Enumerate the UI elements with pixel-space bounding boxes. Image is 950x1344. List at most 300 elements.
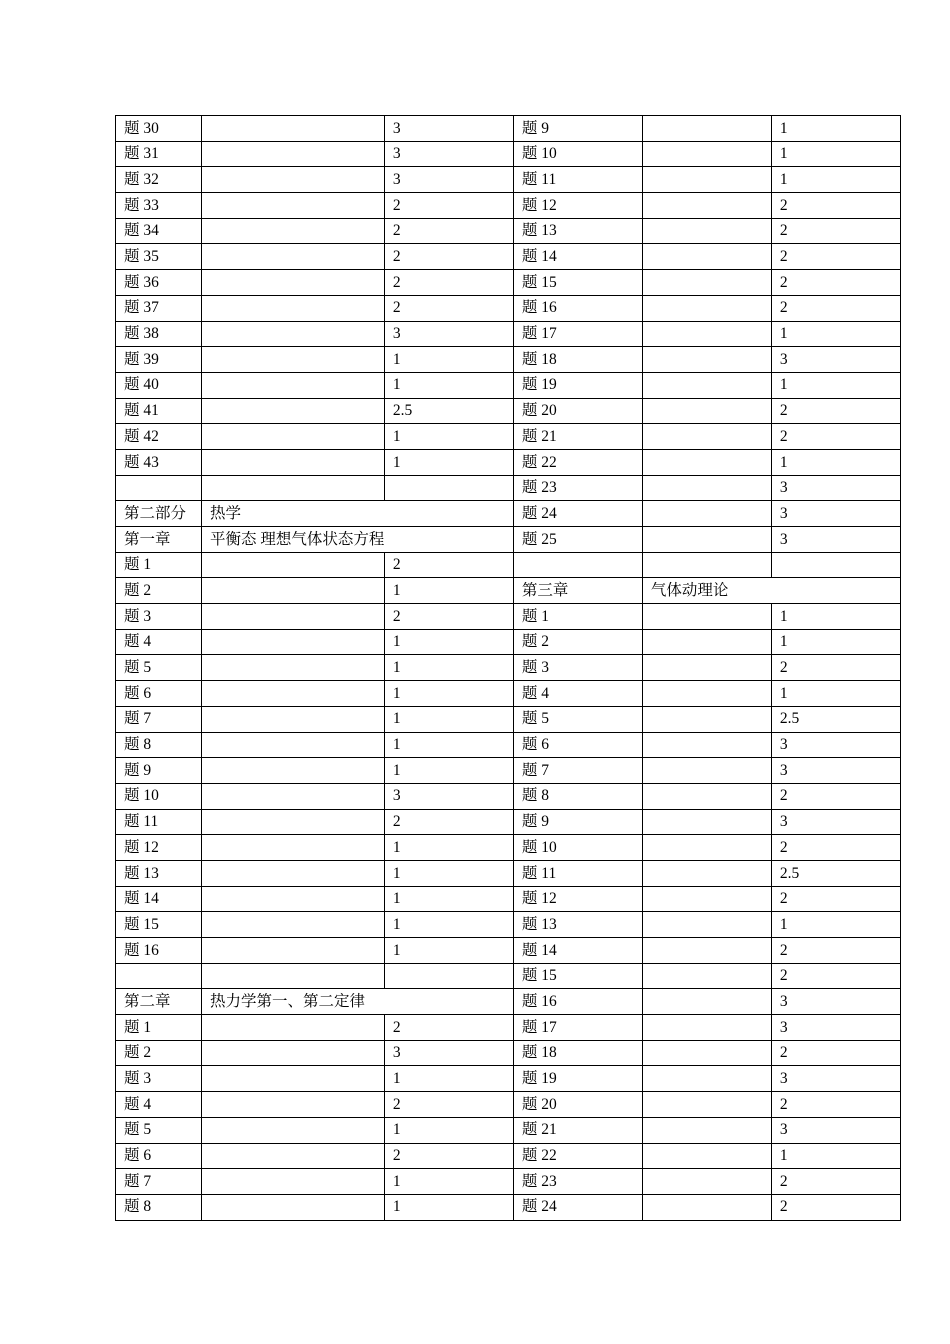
- table-row: [116, 783, 901, 809]
- table-cell: [202, 938, 385, 964]
- table-cell: 第三章: [513, 578, 642, 604]
- table-cell: [642, 527, 771, 553]
- table-cell: [642, 886, 771, 912]
- table-cell: 题 21: [513, 1117, 642, 1143]
- table-cell: 题 40: [116, 372, 202, 398]
- table-cell: [642, 1117, 771, 1143]
- table-cell: [642, 604, 771, 630]
- table-cell: [202, 1143, 385, 1169]
- table-cell: 3: [771, 1066, 900, 1092]
- table-cell: 1: [771, 912, 900, 938]
- table-cell: 题 23: [513, 475, 642, 501]
- table-row: [116, 578, 901, 604]
- table-cell: 题 17: [513, 1015, 642, 1041]
- table-cell: [642, 912, 771, 938]
- table-cell: 题 15: [116, 912, 202, 938]
- table-row: [116, 758, 901, 784]
- table-cell: 题 23: [513, 1169, 642, 1195]
- table-cell: [642, 681, 771, 707]
- table-cell: 1: [771, 629, 900, 655]
- table-cell: 3: [771, 347, 900, 373]
- table-cell: 题 31: [116, 141, 202, 167]
- table-row: [116, 860, 901, 886]
- table-cell: [384, 989, 513, 1015]
- table-cell: 题 19: [513, 1066, 642, 1092]
- table-cell: [642, 732, 771, 758]
- table-cell: [202, 347, 385, 373]
- score-table-body: [116, 116, 901, 1221]
- table-cell: 题 7: [116, 706, 202, 732]
- table-row: [116, 501, 901, 527]
- table-cell: 题 13: [513, 912, 642, 938]
- table-row: [116, 270, 901, 296]
- score-table: [115, 115, 901, 1221]
- table-row: [116, 629, 901, 655]
- table-cell: 题 12: [513, 886, 642, 912]
- table-cell: [384, 963, 513, 989]
- table-cell: 题 36: [116, 270, 202, 296]
- table-cell: 2: [771, 193, 900, 219]
- table-cell: 题 5: [513, 706, 642, 732]
- table-cell: [642, 372, 771, 398]
- table-cell: 题 11: [116, 809, 202, 835]
- table-cell: 题 6: [116, 681, 202, 707]
- table-cell: 1: [384, 681, 513, 707]
- table-cell: 1: [384, 758, 513, 784]
- table-cell: [642, 860, 771, 886]
- table-cell: 题 18: [513, 1040, 642, 1066]
- table-cell: [202, 835, 385, 861]
- table-cell: 3: [771, 732, 900, 758]
- table-cell: [642, 758, 771, 784]
- table-cell: 1: [771, 449, 900, 475]
- table-cell: 题 9: [116, 758, 202, 784]
- table-cell: [642, 1066, 771, 1092]
- table-cell: 1: [771, 372, 900, 398]
- table-cell: 2: [771, 1092, 900, 1118]
- table-cell: 1: [771, 604, 900, 630]
- table-row: [116, 1092, 901, 1118]
- table-cell: 题 9: [513, 116, 642, 142]
- table-cell: [771, 578, 900, 604]
- table-cell: 1: [384, 938, 513, 964]
- table-cell: 题 12: [513, 193, 642, 219]
- table-cell: 题 30: [116, 116, 202, 142]
- table-cell: [202, 1066, 385, 1092]
- table-cell: 题 34: [116, 218, 202, 244]
- table-cell: [202, 655, 385, 681]
- table-cell: 1: [384, 629, 513, 655]
- table-row: [116, 604, 901, 630]
- table-cell: 3: [771, 1015, 900, 1041]
- table-cell: [642, 629, 771, 655]
- table-cell: 2: [384, 270, 513, 296]
- table-cell: 题 10: [513, 835, 642, 861]
- table-cell: [642, 1194, 771, 1220]
- table-cell: 题 3: [116, 604, 202, 630]
- table-cell: [202, 963, 385, 989]
- table-cell: 题 6: [116, 1143, 202, 1169]
- table-cell: [384, 475, 513, 501]
- table-cell: 2: [384, 1092, 513, 1118]
- table-cell: [642, 989, 771, 1015]
- table-cell: 2: [771, 424, 900, 450]
- table-cell: 1: [384, 886, 513, 912]
- table-cell: 题 11: [513, 167, 642, 193]
- table-cell: [202, 1117, 385, 1143]
- table-cell: 第一章: [116, 527, 202, 553]
- table-cell: 2: [771, 783, 900, 809]
- table-cell: 热力学第一、第二定律: [202, 989, 385, 1015]
- table-cell: 题 4: [116, 629, 202, 655]
- table-cell: 题 37: [116, 295, 202, 321]
- table-cell: [642, 552, 771, 578]
- table-cell: 1: [771, 681, 900, 707]
- table-cell: [642, 167, 771, 193]
- table-cell: 2: [771, 938, 900, 964]
- table-row: [116, 989, 901, 1015]
- table-cell: [202, 295, 385, 321]
- table-cell: 1: [771, 1143, 900, 1169]
- table-cell: 题 2: [116, 1040, 202, 1066]
- table-cell: 题 35: [116, 244, 202, 270]
- table-cell: 1: [384, 732, 513, 758]
- table-cell: 题 8: [116, 732, 202, 758]
- table-cell: 3: [771, 527, 900, 553]
- table-cell: 题 32: [116, 167, 202, 193]
- table-cell: 1: [771, 141, 900, 167]
- table-row: [116, 167, 901, 193]
- table-row: [116, 912, 901, 938]
- table-cell: 题 15: [513, 963, 642, 989]
- table-cell: [642, 655, 771, 681]
- table-cell: 2: [771, 1040, 900, 1066]
- table-cell: 2: [384, 218, 513, 244]
- table-cell: 题 12: [116, 835, 202, 861]
- table-cell: [202, 167, 385, 193]
- table-cell: 第二部分: [116, 501, 202, 527]
- table-cell: [116, 475, 202, 501]
- table-row: [116, 372, 901, 398]
- table-cell: 1: [384, 347, 513, 373]
- table-row: [116, 1169, 901, 1195]
- table-cell: 题 1: [116, 552, 202, 578]
- table-cell: 3: [771, 809, 900, 835]
- table-row: [116, 552, 901, 578]
- table-cell: [202, 372, 385, 398]
- table-cell: [202, 424, 385, 450]
- table-cell: 题 7: [116, 1169, 202, 1195]
- table-cell: 2: [384, 604, 513, 630]
- table-cell: 气体动理论: [642, 578, 771, 604]
- table-row: [116, 116, 901, 142]
- table-cell: [642, 835, 771, 861]
- table-cell: [642, 270, 771, 296]
- table-cell: [642, 938, 771, 964]
- table-cell: [202, 578, 385, 604]
- table-cell: [202, 732, 385, 758]
- table-cell: 2: [771, 886, 900, 912]
- table-cell: 2: [771, 398, 900, 424]
- table-cell: 1: [384, 1194, 513, 1220]
- table-cell: [202, 706, 385, 732]
- table-cell: [642, 809, 771, 835]
- table-row: [116, 475, 901, 501]
- table-cell: 第二章: [116, 989, 202, 1015]
- table-cell: 题 43: [116, 449, 202, 475]
- table-row: [116, 449, 901, 475]
- table-cell: 题 16: [513, 989, 642, 1015]
- table-cell: 题 25: [513, 527, 642, 553]
- table-cell: [642, 706, 771, 732]
- table-cell: 题 5: [116, 655, 202, 681]
- table-cell: 2: [771, 655, 900, 681]
- table-cell: [202, 1040, 385, 1066]
- table-cell: 1: [384, 706, 513, 732]
- table-cell: 1: [384, 1169, 513, 1195]
- table-cell: [202, 244, 385, 270]
- table-cell: 热学: [202, 501, 385, 527]
- table-cell: 题 6: [513, 732, 642, 758]
- table-cell: 2: [771, 963, 900, 989]
- table-cell: 题 4: [513, 681, 642, 707]
- table-cell: 题 16: [513, 295, 642, 321]
- table-cell: 题 1: [116, 1015, 202, 1041]
- table-cell: 题 11: [513, 860, 642, 886]
- table-row: [116, 1194, 901, 1220]
- table-cell: 题 9: [513, 809, 642, 835]
- table-cell: 1: [384, 424, 513, 450]
- table-cell: [202, 116, 385, 142]
- table-row: [116, 1015, 901, 1041]
- table-cell: [642, 295, 771, 321]
- table-cell: 题 10: [513, 141, 642, 167]
- table-cell: 3: [771, 501, 900, 527]
- table-cell: 题 17: [513, 321, 642, 347]
- table-row: [116, 1117, 901, 1143]
- table-cell: [202, 912, 385, 938]
- table-cell: 3: [771, 758, 900, 784]
- table-cell: [202, 398, 385, 424]
- table-cell: 题 24: [513, 1194, 642, 1220]
- table-cell: 2: [771, 244, 900, 270]
- table-cell: [642, 963, 771, 989]
- table-row: [116, 321, 901, 347]
- table-cell: 题 19: [513, 372, 642, 398]
- table-cell: [202, 604, 385, 630]
- table-cell: 题 13: [116, 860, 202, 886]
- table-cell: 题 14: [513, 244, 642, 270]
- table-row: [116, 193, 901, 219]
- table-cell: 2: [384, 809, 513, 835]
- table-cell: 3: [771, 475, 900, 501]
- table-cell: [384, 501, 513, 527]
- table-row: [116, 938, 901, 964]
- table-cell: [202, 809, 385, 835]
- table-cell: [202, 1194, 385, 1220]
- table-cell: [642, 475, 771, 501]
- table-row: [116, 706, 901, 732]
- table-row: [116, 218, 901, 244]
- table-cell: 2: [771, 1194, 900, 1220]
- table-row: [116, 347, 901, 373]
- table-cell: 题 16: [116, 938, 202, 964]
- table-cell: 2: [771, 270, 900, 296]
- table-row: [116, 295, 901, 321]
- table-cell: 题 39: [116, 347, 202, 373]
- table-row: [116, 1040, 901, 1066]
- table-cell: [771, 552, 900, 578]
- table-cell: [202, 783, 385, 809]
- table-cell: 3: [384, 783, 513, 809]
- table-cell: [642, 141, 771, 167]
- table-cell: 3: [384, 116, 513, 142]
- table-cell: 题 10: [116, 783, 202, 809]
- table-cell: [202, 475, 385, 501]
- table-cell: 2: [384, 1143, 513, 1169]
- table-row: [116, 835, 901, 861]
- table-cell: 题 15: [513, 270, 642, 296]
- table-row: [116, 809, 901, 835]
- table-cell: 1: [384, 449, 513, 475]
- table-cell: 1: [771, 116, 900, 142]
- table-cell: 平衡态 理想气体状态方程: [202, 527, 385, 553]
- table-cell: [202, 321, 385, 347]
- table-cell: [642, 424, 771, 450]
- table-cell: 题 2: [116, 578, 202, 604]
- table-cell: [642, 218, 771, 244]
- table-cell: 3: [384, 141, 513, 167]
- table-cell: [642, 783, 771, 809]
- table-cell: 2: [771, 218, 900, 244]
- table-cell: [642, 116, 771, 142]
- table-cell: [642, 449, 771, 475]
- table-row: [116, 398, 901, 424]
- table-cell: [202, 860, 385, 886]
- table-cell: [642, 1040, 771, 1066]
- table-cell: [642, 1143, 771, 1169]
- table-cell: 2: [384, 295, 513, 321]
- table-cell: 题 38: [116, 321, 202, 347]
- table-cell: 1: [384, 835, 513, 861]
- table-cell: [202, 758, 385, 784]
- table-cell: 题 14: [116, 886, 202, 912]
- table-cell: [513, 552, 642, 578]
- table-cell: [642, 193, 771, 219]
- table-cell: 题 33: [116, 193, 202, 219]
- table-cell: 1: [771, 167, 900, 193]
- table-cell: [202, 141, 385, 167]
- table-cell: [202, 1092, 385, 1118]
- table-cell: 2.5: [771, 860, 900, 886]
- table-cell: [202, 552, 385, 578]
- table-cell: 题 41: [116, 398, 202, 424]
- table-row: [116, 1143, 901, 1169]
- table-cell: 1: [384, 912, 513, 938]
- table-cell: 题 13: [513, 218, 642, 244]
- table-cell: 题 3: [513, 655, 642, 681]
- table-cell: 3: [384, 1040, 513, 1066]
- table-cell: 题 7: [513, 758, 642, 784]
- table-cell: 2.5: [384, 398, 513, 424]
- table-cell: 1: [771, 321, 900, 347]
- table-cell: [202, 270, 385, 296]
- table-cell: 1: [384, 578, 513, 604]
- table-cell: 题 1: [513, 604, 642, 630]
- table-cell: 3: [771, 1117, 900, 1143]
- table-cell: 1: [384, 1066, 513, 1092]
- table-cell: 2: [384, 244, 513, 270]
- table-row: [116, 655, 901, 681]
- table-row: [116, 527, 901, 553]
- table-row: [116, 141, 901, 167]
- table-row: [116, 244, 901, 270]
- table-cell: 2: [384, 1015, 513, 1041]
- table-cell: 题 18: [513, 347, 642, 373]
- table-cell: [642, 398, 771, 424]
- table-cell: [202, 449, 385, 475]
- table-row: [116, 886, 901, 912]
- table-cell: [642, 501, 771, 527]
- table-cell: [642, 1092, 771, 1118]
- table-cell: 1: [384, 655, 513, 681]
- table-row: [116, 424, 901, 450]
- table-cell: 题 8: [116, 1194, 202, 1220]
- table-cell: 题 22: [513, 1143, 642, 1169]
- table-cell: 1: [384, 860, 513, 886]
- table-cell: 3: [384, 167, 513, 193]
- table-cell: 2: [771, 295, 900, 321]
- table-row: [116, 963, 901, 989]
- table-cell: 2: [384, 193, 513, 219]
- table-cell: 1: [384, 372, 513, 398]
- table-cell: 1: [384, 1117, 513, 1143]
- table-cell: [202, 1169, 385, 1195]
- table-cell: [642, 1169, 771, 1195]
- table-cell: 3: [384, 321, 513, 347]
- table-cell: [384, 527, 513, 553]
- table-cell: 题 4: [116, 1092, 202, 1118]
- table-cell: [202, 193, 385, 219]
- table-cell: [642, 321, 771, 347]
- table-row: [116, 732, 901, 758]
- table-cell: 2: [771, 835, 900, 861]
- table-cell: 题 22: [513, 449, 642, 475]
- table-cell: 题 20: [513, 1092, 642, 1118]
- table-cell: 题 14: [513, 938, 642, 964]
- table-cell: [202, 629, 385, 655]
- table-cell: [202, 886, 385, 912]
- table-cell: [642, 347, 771, 373]
- table-cell: [642, 244, 771, 270]
- table-cell: 题 2: [513, 629, 642, 655]
- table-cell: 2.5: [771, 706, 900, 732]
- table-cell: [202, 218, 385, 244]
- table-cell: 题 8: [513, 783, 642, 809]
- table-cell: 2: [771, 1169, 900, 1195]
- table-cell: 2: [384, 552, 513, 578]
- table-row: [116, 1066, 901, 1092]
- table-cell: 3: [771, 989, 900, 1015]
- table-cell: [116, 963, 202, 989]
- table-cell: 题 21: [513, 424, 642, 450]
- table-cell: [202, 681, 385, 707]
- table-cell: [202, 1015, 385, 1041]
- table-row: [116, 681, 901, 707]
- table-cell: 题 24: [513, 501, 642, 527]
- table-cell: 题 42: [116, 424, 202, 450]
- table-cell: 题 3: [116, 1066, 202, 1092]
